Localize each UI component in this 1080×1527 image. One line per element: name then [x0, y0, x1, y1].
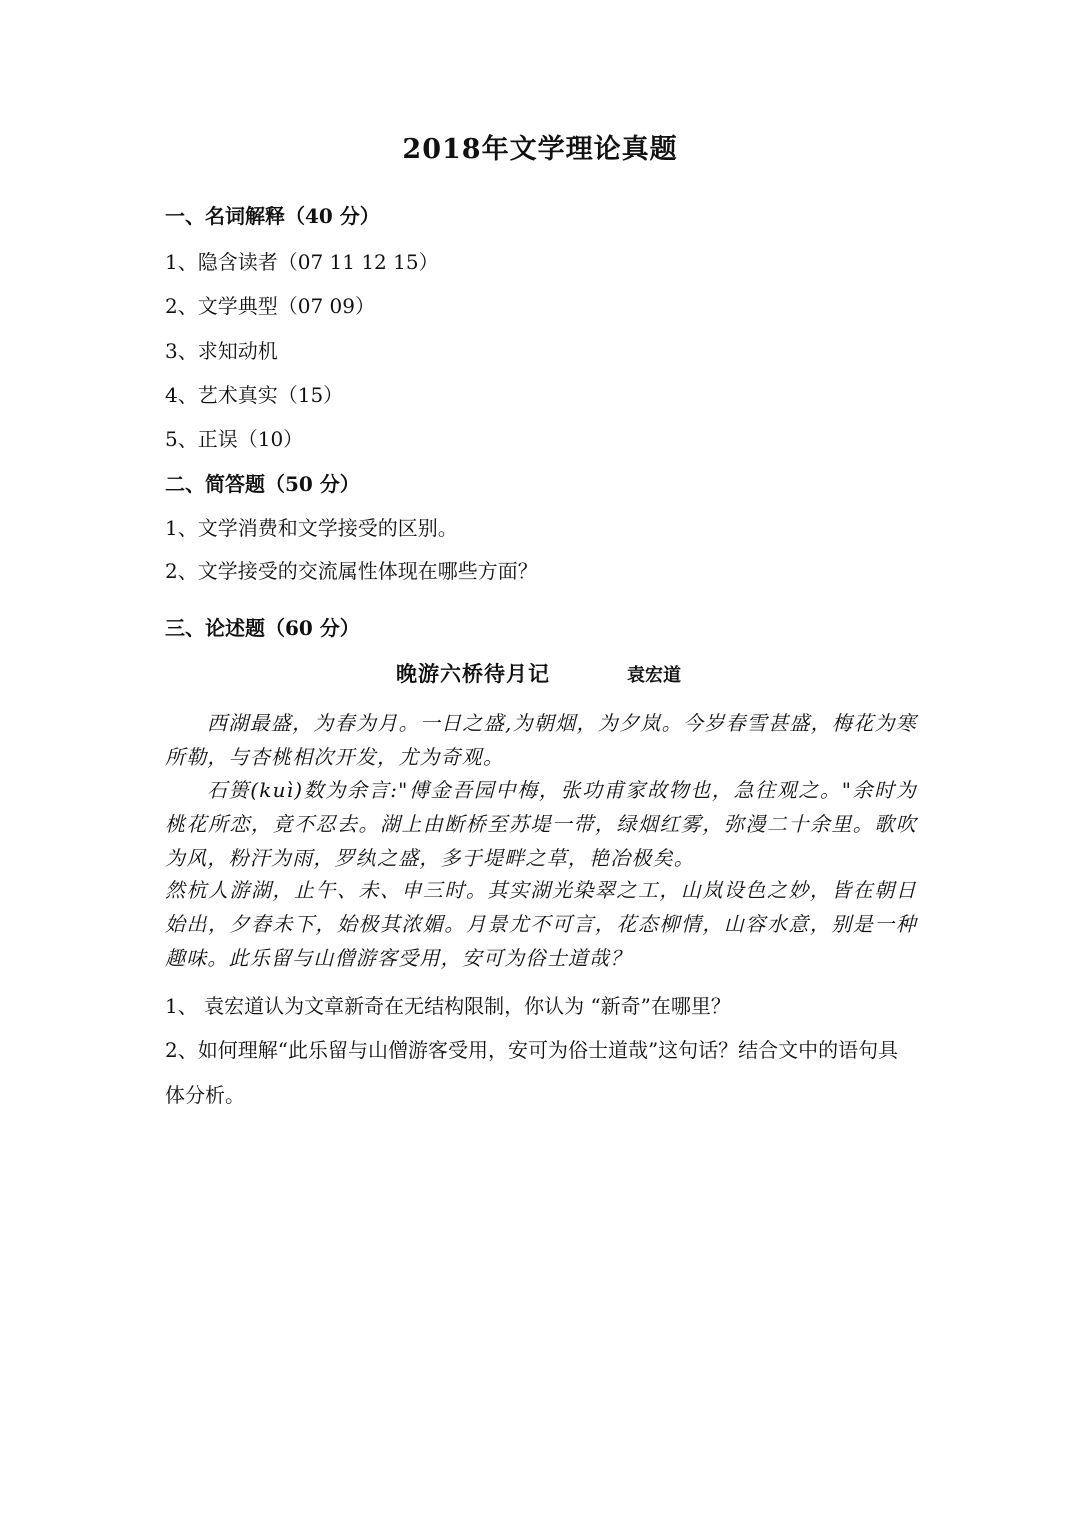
document-title: 2018年文学理论真题	[402, 134, 678, 165]
passage-paragraph-3: 然杭人游湖，止午、未、申三时。其实湖光染翠之工，山岚设色之妙，皆在朝日始出，夕舂未下，始极其浓媚。月景尤不可言，花态柳情，山容水意，别是一种趣味。此乐留与山僧游客受用，安可为俗士道哉？	[165, 878, 917, 970]
section-1-heading: 一、名词解释（40 分）	[165, 204, 380, 228]
section-2-heading: 二、简答题（50 分）	[165, 472, 360, 496]
essay-question-2: 2、如何理解“此乐留与山僧游客受用，安可为俗士道哉”这句话？结合文中的语句具体分析。	[165, 1038, 899, 1107]
essay-question-1: 1、 袁宏道认为文章新奇在无结构限制，你认为 “新奇”在哪里？	[165, 994, 731, 1018]
term-item-3: 3、求知动机	[165, 339, 278, 363]
passage-paragraph-2: 石篑(kuì)数为余言:"傅金吾园中梅，张功甫家故物也，急往观之。"余时为桃花所恋，竟不忍去。湖上由断桥至苏堤一带，绿烟红雾，弥漫二十余里。歌吹为风，粉汗为雨，罗纨之盛，多于堤畔之草，艳冶极矣。	[165, 778, 917, 870]
passage-title: 晚游六桥待月记	[396, 661, 550, 686]
passage-author: 袁宏道	[627, 665, 681, 686]
short-answer-item-2: 2、文学接受的交流属性体现在哪些方面？	[165, 559, 538, 583]
passage-paragraph-1: 西湖最盛，为春为月。一日之盛,为朝烟，为夕岚。今岁春雪甚盛，梅花为寒所勒，与杏桃相次开发，尤为奇观。	[165, 711, 917, 769]
term-item-5: 5、正误（10）	[165, 427, 304, 451]
section-3-heading: 三、论述题（60 分）	[165, 616, 360, 640]
short-answer-item-1: 1、文学消费和文学接受的区别。	[165, 516, 458, 540]
term-item-4: 4、艺术真实（15）	[165, 383, 344, 407]
term-item-1: 1、隐含读者（07 11 12 15）	[165, 250, 439, 274]
term-item-2: 2、文学典型（07 09）	[165, 294, 375, 318]
